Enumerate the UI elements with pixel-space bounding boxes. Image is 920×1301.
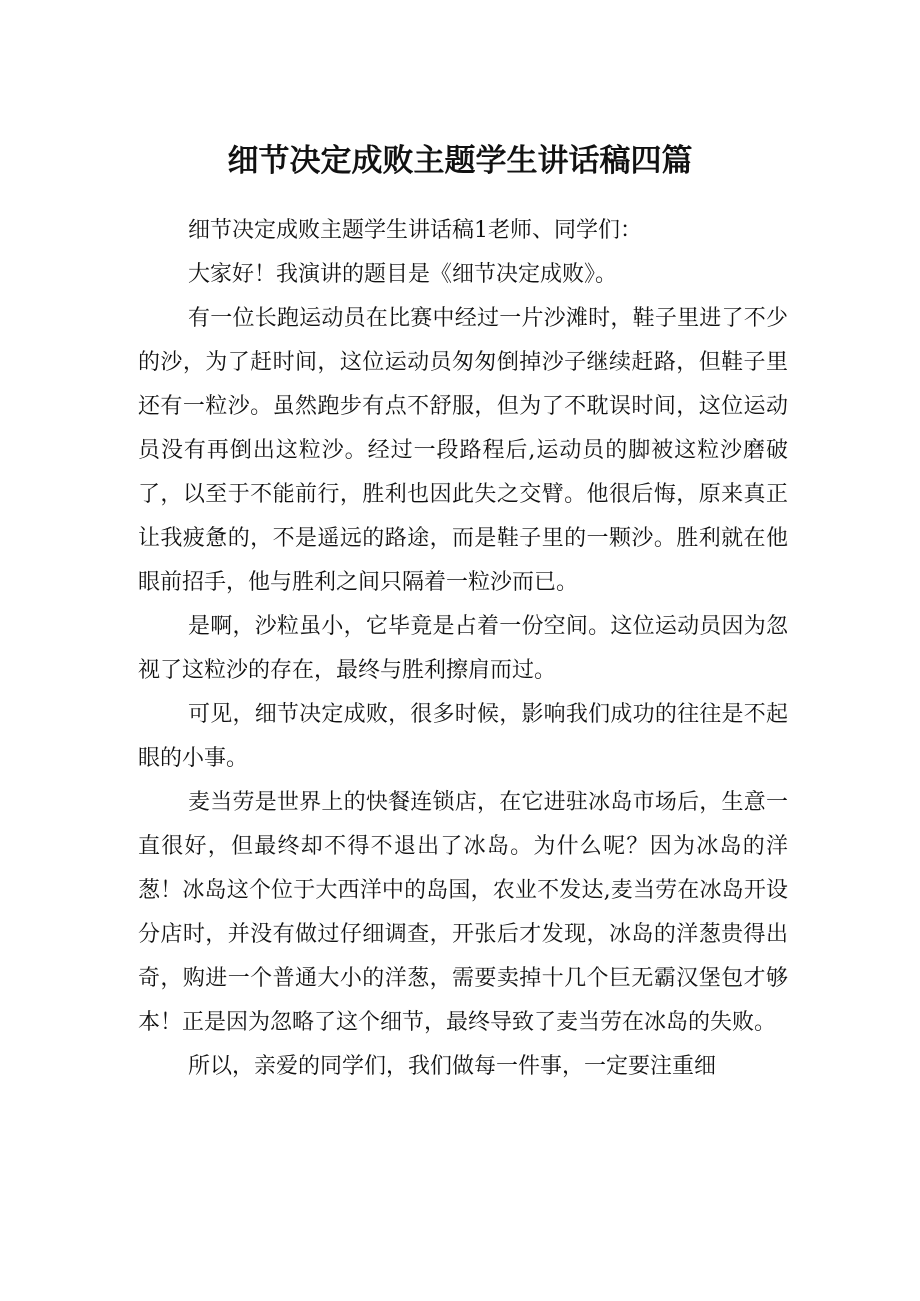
paragraph-greeting: 细节决定成败主题学生讲话稿1老师、同学们： <box>188 218 642 243</box>
paragraph-runner-story: 有一位长跑运动员在比赛中经过一片沙滩时，鞋子里进了不少的沙，为了赶时间，这位运动员匆匆倒掉沙子继续赶路，但鞋子里还有一粒沙。虽然跑步有点不舒服，但为了不耽误时间，这位运动员没有再倒出这粒沙。经过一段路程后,运动员的脚被这粒沙磨破了，以至于不能前行，胜利也因此失之交臂。他很后悔，原来真正让我疲惫的，不是遥远的路途，而是鞋子里的一颗沙。胜利就在他眼前招手，他与胜利之间只隔着一粒沙而已。 <box>138 306 788 595</box>
document-title: 细节决定成败主题学生讲话稿四篇 <box>227 142 693 179</box>
paragraph-intro: 大家好！我演讲的题目是《细节决定成败》。 <box>188 262 618 287</box>
paragraph-conclusion: 可见，细节决定成败，很多时候，影响我们成功的往往是不起眼的小事。 <box>138 702 788 771</box>
paragraph-sand-reflection: 是啊，沙粒虽小，它毕竟是占着一份空间。这位运动员因为忽视了这粒沙的存在，最终与胜利擦肩而过。 <box>138 614 788 683</box>
paragraph-closing: 所以，亲爱的同学们，我们做每一件事，一定要注重细 <box>188 1054 717 1079</box>
document-body <box>138 209 788 1089</box>
paragraph-mcdonalds-story: 麦当劳是世界上的快餐连锁店，在它进驻冰岛市场后，生意一直很好，但最终却不得不退出了冰岛。为什么呢？因为冰岛的洋葱！冰岛这个位于大西洋中的岛国，农业不发达,麦当劳在冰岛开设分店时，并没有做过仔细调查，开张后才发现，冰岛的洋葱贵得出奇，购进一个普通大小的洋葱，需要卖掉十几个巨无霸汉堡包才够本！正是因为忽略了这个细节，最终导致了麦当劳在冰岛的失败。 <box>138 790 788 1035</box>
